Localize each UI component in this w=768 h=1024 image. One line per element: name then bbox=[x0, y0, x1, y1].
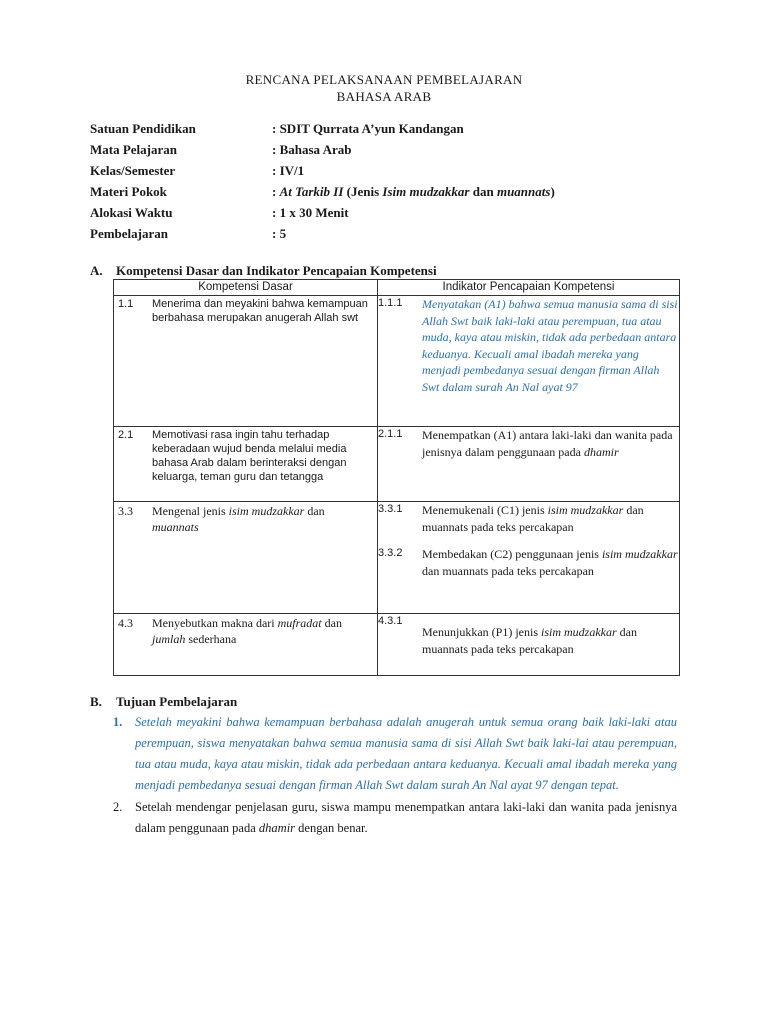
list-item: 2. Setelah mendengar penjelasan guru, siswa mampu menempatkan antara laki-laki dan wanita pada jenisnya dalam penggunaan pada dhamir dengan benar. bbox=[113, 800, 677, 835]
meta-value: : At Tarkib II (Jenis Isim mudzakkar dan muannats) bbox=[272, 184, 555, 199]
indicator-item: 1.1.1 Menyatakan (A1) bahwa semua manusia sama di sisi Allah Swt baik laki-laki atau perempuan, tua atau muda, kaya atau miskin, tidak ada perbedaan antara keduanya. Kecuali amal ibadah mereka yang menjadi pembedanya sesuai dengan firman Allah Swt dalam surah An Nal ayat 97 bbox=[378, 297, 678, 394]
competency-table bbox=[113, 279, 680, 676]
indicator-item: 2.1.1 Menempatkan (A1) antara laki-laki dan wanita pada jenisnya dalam penggunaan pada dhamir bbox=[378, 427, 679, 460]
meta-label: Alokasi Waktu bbox=[90, 205, 173, 220]
kd-number: 4.3 bbox=[118, 616, 133, 630]
table-row bbox=[114, 296, 680, 427]
indicator-item: 3.3.1 Menemukenali (C1) jenis isim mudzakkar dan muannats pada teks percakapan bbox=[378, 502, 679, 535]
indicator-item: 4.3.1 Menunjukkan (P1) jenis isim mudzakkar dan muannats pada teks percakapan bbox=[378, 614, 679, 657]
kd-text: Mengenal jenis isim mudzakkar dan muannats bbox=[152, 504, 325, 534]
table-header-row bbox=[114, 280, 680, 296]
indicator-text: Menempatkan (A1) antara laki-laki dan wanita pada jenisnya dalam penggunaan pada dhamir bbox=[422, 428, 673, 459]
kd-number: 2.1 bbox=[118, 429, 134, 441]
meta-value: : IV/1 bbox=[272, 163, 305, 178]
goals-list bbox=[113, 712, 677, 839]
meta-value: : Bahasa Arab bbox=[272, 142, 352, 157]
col-header-indikator: Indikator Pencapaian Kompetensi bbox=[378, 280, 680, 296]
indicator-text: Menemukenali (C1) jenis isim mudzakkar dan muannats pada teks percakapan bbox=[422, 503, 644, 534]
kd-number: 1.1 bbox=[118, 298, 134, 310]
meta-value: : 1 x 30 Menit bbox=[272, 205, 349, 220]
kd-text: Menyebutkan makna dari mufradat dan jumlah sederhana bbox=[152, 616, 342, 646]
meta-label: Pembelajaran bbox=[90, 226, 168, 241]
doc-subtitle: BAHASA ARAB bbox=[336, 89, 432, 104]
kd-text: Memotivasi rasa ingin tahu terhadap keberadaan wujud benda melalui media bahasa Arab dalam berinteraksi dengan keluarga, teman guru dan tetangga bbox=[152, 429, 347, 483]
section-a-heading: A. Kompetensi Dasar dan Indikator Pencapaian Kompetensi bbox=[90, 263, 437, 278]
section-b-heading: B. Tujuan Pembelajaran bbox=[90, 694, 238, 709]
list-item: 1. Setelah meyakini bahwa kemampuan berbahasa adalah anugerah untuk semua orang baik laki-laki atau perempuan, siswa menyatakan bahwa semua manusia sama di sisi Allah Swt baik laki-lai atau perempuan, tua atau muda, kaya atau miskin, tidak ada perbedaan antara keduanya. Kecuali amal ibadah mereka yang menjadi pembedanya sesuai dengan firman Allah Swt dalam surah An Nal ayat 97 dengan tepat. bbox=[113, 715, 677, 792]
meta-label: Materi Pokok bbox=[90, 184, 167, 199]
doc-title: RENCANA PELAKSANAAN PEMBELAJARAN bbox=[245, 72, 523, 87]
meta-label: Mata Pelajaran bbox=[90, 142, 178, 157]
meta-label: Satuan Pendidikan bbox=[90, 121, 196, 136]
kd-number: 3.3 bbox=[118, 504, 133, 518]
goal-text: Setelah meyakini bahwa kemampuan berbahasa adalah anugerah untuk semua orang baik laki-laki atau perempuan, siswa menyatakan bahwa semua manusia sama di sisi Allah Swt baik laki-lai atau perempuan, tua atau muda, kaya atau miskin, tidak ada perbedaan antara keduanya. Kecuali amal ibadah mereka yang menjadi pembedanya sesuai dengan firman Allah Swt dalam surah An Nal ayat 97 dengan tepat. bbox=[135, 715, 677, 792]
table-row bbox=[114, 427, 680, 502]
indicator-text: Menunjukkan (P1) jenis isim mudzakkar dan muannats pada teks percakapan bbox=[422, 625, 637, 656]
meta-label: Kelas/Semester bbox=[90, 163, 176, 178]
meta-value: : SDIT Qurrata A’yun Kandangan bbox=[272, 121, 464, 136]
table-row bbox=[114, 502, 680, 614]
indicator-item: 3.3.2 Membedakan (C2) penggunaan jenis isim mudzakkar dan muannats pada teks percakapan bbox=[378, 547, 678, 578]
indicator-text: Membedakan (C2) penggunaan jenis isim mudzakkar dan muannats pada teks percakapan bbox=[422, 547, 678, 578]
goal-text: Setelah mendengar penjelasan guru, siswa mampu menempatkan antara laki-laki dan wanita pada jenisnya dalam penggunaan pada dhamir dengan benar. bbox=[135, 800, 677, 835]
meta-value: : 5 bbox=[272, 226, 287, 241]
indicator-text: Menyatakan (A1) bahwa semua manusia sama di sisi Allah Swt baik laki-laki atau perempuan, tua atau muda, kaya atau miskin, tidak ada perbedaan antara keduanya. Kecuali amal ibadah mereka yang menjadi pembedanya sesuai dengan firman Allah Swt dalam surah An Nal ayat 97 bbox=[422, 297, 678, 394]
kd-text: Menerima dan meyakini bahwa kemampuan berbahasa merupakan anugerah Allah swt bbox=[152, 298, 368, 324]
col-header-kd: Kompetensi Dasar bbox=[114, 280, 378, 296]
table-row bbox=[114, 614, 680, 676]
